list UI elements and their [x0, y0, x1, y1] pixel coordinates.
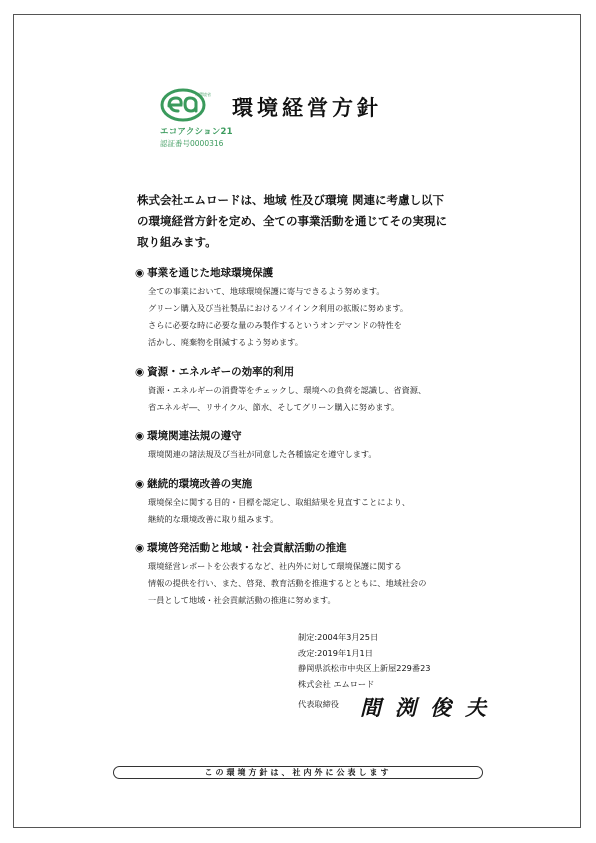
logo-program-name: エコアクション21 [160, 127, 233, 137]
policy-section [135, 265, 475, 351]
section-line: 全ての事業において、地球環境保護に寄与できるよう努めます。 [148, 286, 385, 296]
page-title: 環境経営方針 [232, 96, 382, 120]
logo-certification-number: 認証番号0000316 [160, 139, 224, 148]
document-info [298, 630, 430, 692]
section-line: 環境保全に関する目的・目標を認定し、取組結果を見直すことにより、 [148, 497, 411, 507]
section-line: 環境関連の諸法規及び当社が同意した各種協定を遵守します。 [148, 449, 377, 459]
established-date: 制定:2004年3月25日 [298, 632, 379, 642]
section-heading-text: 継続的環境改善の実施 [147, 478, 253, 490]
representative-title: 代表取締役 [298, 699, 339, 709]
section-line: さらに必要な時に必要な量のみ製作するというオンデマンドの特性を [148, 320, 402, 330]
bullet-circle-icon: ◉ [135, 366, 145, 378]
policy-section [135, 364, 475, 416]
public-notice: この環境方針は、社内外に公表します [113, 766, 483, 779]
section-heading-text: 環境啓発活動と地域・社会貢献活動の推進 [147, 542, 347, 554]
section-line: 活かし、廃棄物を削減するよう努めます。 [148, 337, 303, 347]
section-heading-text: 事業を通じた地球環境保護 [147, 267, 274, 279]
policy-section [135, 476, 475, 528]
representative-signature: 間渕俊夫 [360, 695, 500, 720]
intro-line: 取り組みます。 [137, 235, 217, 249]
company-name: 株式会社 エムロード [298, 678, 375, 689]
section-line: 省エネルギ―、リサイクル、節水、そしてグリーン購入に努めます。 [148, 402, 400, 412]
intro-line: の環境経営方針を定め、全ての事業活動を通じてその実現に [137, 214, 448, 228]
section-heading-text: 環境関連法規の遵守 [147, 430, 242, 442]
section-heading [135, 476, 475, 494]
revised-date: 改定:2019年1月1日 [298, 647, 373, 658]
bullet-circle-icon: ◉ [135, 542, 145, 554]
section-body [135, 382, 475, 416]
section-heading [135, 540, 475, 558]
bullet-circle-icon: ◉ [135, 478, 145, 490]
bullet-circle-icon: ◉ [135, 430, 145, 442]
section-body [135, 494, 475, 528]
section-heading [135, 364, 475, 382]
section-line: 環境経営レポートを公表するなど、社内外に対して環境保護に関する [148, 561, 402, 571]
section-heading [135, 265, 475, 283]
intro-line: 株式会社エムロードは、地域 性及び環境 関連に考慮し以下 [137, 193, 445, 207]
section-body [135, 446, 475, 463]
policy-section [135, 540, 475, 609]
section-line: グリーン購入及び当社製品におけるソイインク利用の拡販に努めます。 [148, 303, 409, 313]
section-heading [135, 428, 475, 446]
section-line: 資源・エネルギーの消費等をチェックし、環境への負荷を認識し、省資源、 [148, 385, 427, 395]
policy-section [135, 428, 475, 463]
representative-block [298, 692, 538, 722]
section-line: 継続的な環境改善に取り組みます。 [148, 514, 279, 524]
intro-paragraph [137, 190, 467, 253]
section-body [135, 283, 475, 351]
company-address: 静岡県浜松市中央区上新屋229番23 [298, 663, 431, 673]
logo-ministry-text: 市環境省 [195, 92, 211, 97]
section-line: 情報の提供を行い、また、啓発、教育活動を推進するとともに、地域社会の [148, 578, 427, 588]
section-line: 一員として地域・社会貢献活動の推進に努めます。 [148, 595, 336, 605]
section-heading-text: 資源・エネルギーの効率的利用 [147, 366, 295, 378]
bullet-circle-icon: ◉ [135, 267, 145, 279]
section-body [135, 558, 475, 609]
